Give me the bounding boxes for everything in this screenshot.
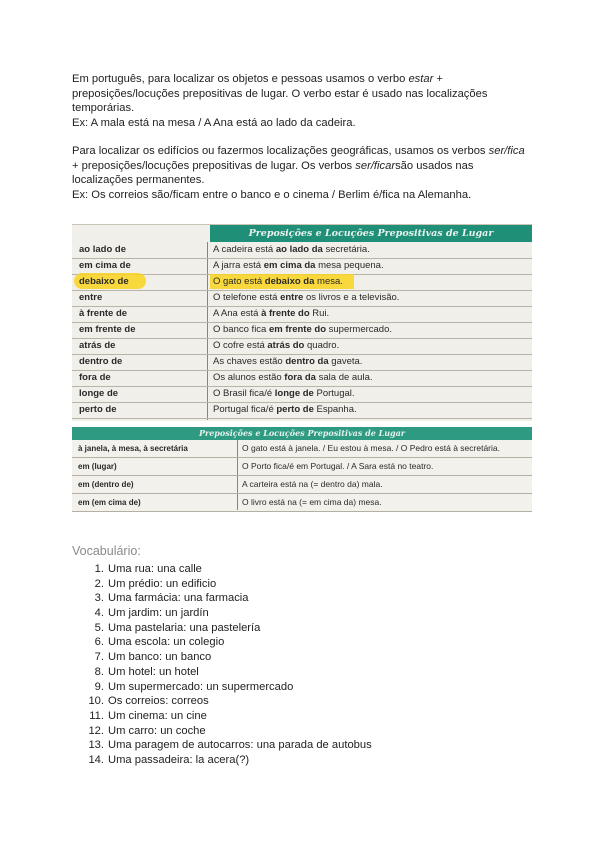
table-row (72, 354, 532, 371)
example: A jarra está em cima da mesa pequena. (213, 260, 384, 271)
list-item: 9. Um supermercado: un supermercado (94, 680, 294, 693)
list-item: 4. Um jardim: un jardín (94, 607, 209, 620)
table-row (72, 242, 532, 259)
geo-paragraph (72, 144, 542, 202)
list-item: 13. Uma paragem de autocarros: una parada de autobus (88, 739, 372, 752)
example: O telefone está entre os livros e a televisão. (213, 292, 400, 303)
example: O banco fica em frente do supermercado. (213, 324, 393, 335)
preposition: em (dentro de) (78, 480, 134, 489)
table-row (72, 370, 532, 387)
intro-example: Ex: A mala está na mesa / A Ana está ao lado da cadeira. (72, 116, 356, 129)
table-row (72, 338, 532, 355)
example: A Ana está à frente do Rui. (213, 308, 330, 319)
preposition: à janela, à mesa, à secretária (78, 444, 188, 453)
table-row (72, 290, 532, 307)
prepositions-table-2 (72, 427, 532, 511)
geo-text: + preposições/locuções prepositivas de lugar. Os verbos (72, 159, 356, 172)
example: O livro está na (= em cima da) mesa. (242, 497, 382, 507)
list-item: 14. Uma passadeira: la acera(?) (88, 753, 250, 766)
table-row (72, 322, 532, 339)
table-row (72, 458, 532, 476)
intro-verb: estar (408, 73, 434, 85)
example: O gato está à janela. / Eu estou à mesa. / O Pedro está à secretária. (242, 443, 500, 453)
table-row-highlighted (72, 274, 532, 291)
table-row (72, 494, 532, 512)
example: O Porto fica/é em Portugal. / A Sara está no teatro. (242, 461, 434, 471)
list-item: 2. Um prédio: un edificio (94, 577, 217, 590)
example: Portugal fica/é perto de Espanha. (213, 404, 357, 415)
geo-text: localizações permanentes. (72, 174, 205, 187)
preposition: dentro de (79, 356, 123, 367)
preposition: em frente de (79, 324, 136, 335)
example: O gato está debaixo da mesa. (213, 276, 343, 287)
table-row (72, 476, 532, 494)
list-item: 12. Um carro: un coche (88, 724, 206, 737)
preposition: em (em cima de) (78, 498, 141, 507)
list-item: 8. Um hotel: un hotel (94, 665, 199, 678)
intro-text: + (433, 73, 443, 85)
geo-verb: ser/fica (488, 145, 525, 157)
table-header: Preposições e Locuções Prepositivas de Lugar (210, 225, 532, 242)
example: Os alunos estão fora da sala de aula. (213, 372, 373, 383)
table-row (72, 402, 532, 419)
preposition: fora de (79, 372, 111, 383)
list-item: 5. Uma pastelaria: una pastelería (94, 621, 261, 634)
table-row (72, 306, 532, 323)
geo-text: Para localizar os edifícios ou fazermos localizações geográficas, usamos os verbos (72, 145, 489, 157)
preposition: em cima de (79, 260, 131, 271)
table-row (72, 386, 532, 403)
intro-text: Em português, para localizar os objetos e pessoas usamos o verbo (72, 73, 409, 85)
intro-text: preposições/locuções prepositivas de lugar. O verbo estar é usado nas localizações (72, 87, 488, 100)
vocabulary-heading: Vocabulário: (72, 544, 141, 558)
intro-text: temporárias. (72, 102, 135, 115)
list-item: 1. Uma rua: una calle (94, 563, 202, 575)
preposition: entre (79, 292, 103, 303)
example: A cadeira está ao lado da secretária. (213, 244, 370, 255)
table-row (72, 258, 532, 275)
example: O Brasil fica/é longe de Portugal. (213, 388, 355, 399)
prepositions-table (72, 224, 532, 421)
list-item: 7. Um banco: un banco (94, 651, 212, 664)
vocabulary-list (72, 562, 372, 768)
preposition: debaixo de (79, 276, 129, 287)
geo-text: são usados nas (395, 159, 474, 172)
table-header: Preposições e Locuções Prepositivas de Lugar (72, 427, 532, 440)
example: O cofre está atrás do quadro. (213, 340, 340, 351)
example: A carteira está na (= dentro da) mala. (242, 479, 383, 489)
geo-verb: ser/ficar (355, 159, 396, 172)
preposition: atrás de (79, 340, 116, 351)
preposition: perto de (79, 404, 117, 415)
example: As chaves estão dentro da gaveta. (213, 356, 363, 367)
geo-example: Ex: Os correios são/ficam entre o banco e o cinema / Berlim é/fica na Alemanha. (72, 188, 472, 201)
list-item: 11. Um cinema: un cine (89, 709, 207, 722)
list-item: 10. Os correios: correos (88, 695, 209, 708)
preposition: em (lugar) (78, 462, 117, 471)
list-item: 6. Uma escola: un colegio (94, 636, 225, 649)
preposition: à frente de (79, 308, 128, 319)
list-item: 3. Uma farmácia: una farmacia (94, 592, 249, 605)
preposition: ao lado de (79, 244, 126, 255)
preposition: longe de (79, 388, 119, 399)
intro-paragraph (72, 72, 542, 130)
table-row (72, 440, 532, 458)
